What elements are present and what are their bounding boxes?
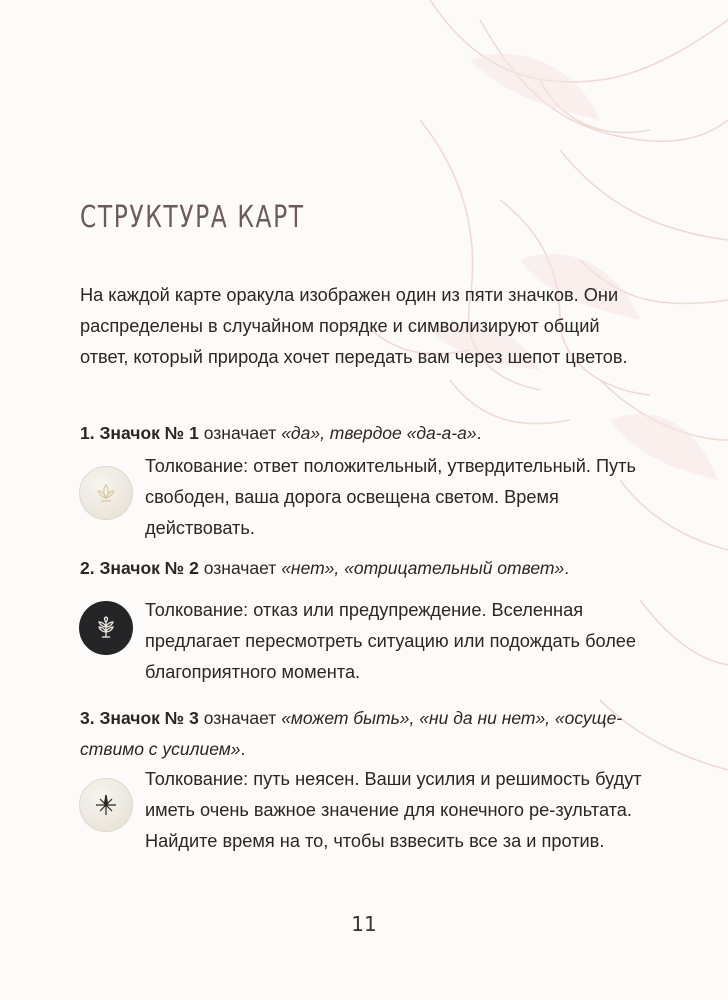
star-icon: [79, 778, 133, 832]
item-3-verb: означает: [198, 708, 282, 728]
item-2-interpretation: Толкование: отказ или предупреждение. Вселенная предлагает пересмотреть ситуацию или подождать более благоприятного момента.: [145, 600, 637, 682]
item-1-end: .: [476, 423, 482, 443]
leaf-sprig-icon: [79, 601, 133, 655]
item-2-verb: означает: [198, 558, 282, 578]
item-2-title: [80, 553, 660, 584]
item-1-verb: означает: [198, 423, 282, 443]
page-number: 11: [351, 912, 377, 936]
item-2-number: 2. Значок № 2: [80, 558, 199, 578]
item-3-meaning: «может быть», «ни да ни нет», «осуще-ствимо с усилием»: [80, 708, 623, 759]
item-1-number: 1. Значок № 1: [80, 423, 199, 443]
page-title: СТРУКТУРА КАРТ: [80, 200, 305, 235]
item-3-title: [80, 703, 660, 765]
item-2-meaning: «нет», «отрицательный ответ»: [281, 558, 565, 578]
item-3-interpretation: Толкование: путь неясен. Ваши усилия и решимость будут иметь очень важное значение для конечного ре-зультата. Найдите время на то, чтобы взвесить все за и против.: [145, 769, 642, 851]
item-2-end: .: [564, 558, 570, 578]
item-1-interpretation: Толкование: ответ положительный, утвердительный. Путь свободен, ваша дорога освещена светом. Время действовать.: [145, 456, 636, 538]
lotus-icon: [79, 466, 133, 520]
item-1-meaning: «да», твердое «да-а-а»: [281, 423, 477, 443]
item-3-end: .: [240, 739, 246, 759]
item-3-number: 3. Значок № 3: [80, 708, 199, 728]
item-1-title: [80, 418, 660, 449]
intro-paragraph: На каждой карте оракула изображен один из пяти значков. Они распределены в случайном порядке и символизируют общий ответ, который природа хочет передать вам через шепот цветов.: [80, 285, 628, 367]
